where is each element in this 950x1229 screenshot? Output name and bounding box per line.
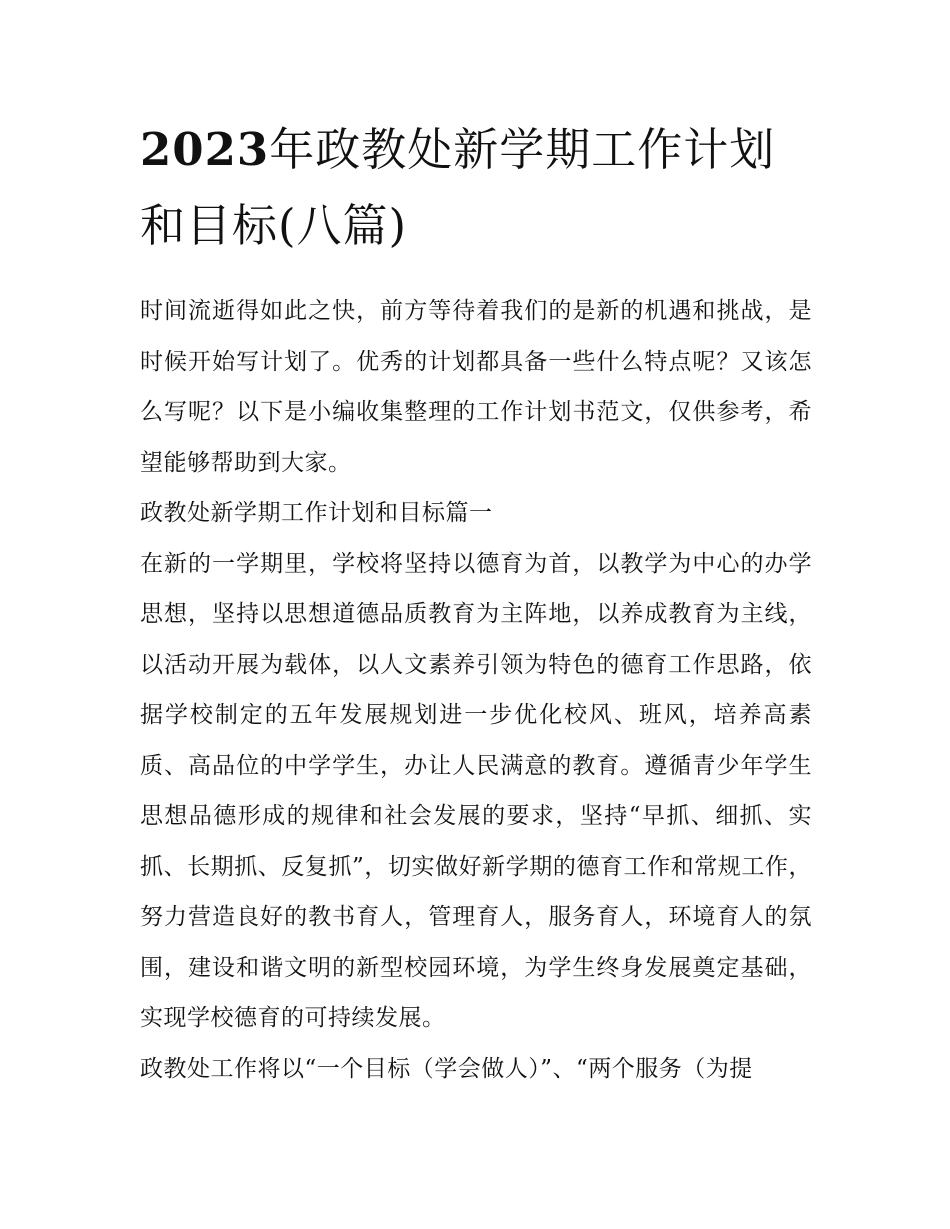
section-paragraph: 在新的一学期里，学校将坚持以德育为首，以教学为中心的办学思想，坚持以思想道德品质教育为主阵地，以养成教育为主线，以活动开展为载体，以人文素养引领为特色的德育工作思路，依据学校制定的五年发展规划进一步优化校风、班风，培养高素质、高品位的中学学生，办让人民满意的教育。遵循青少年学生思想品德形成的规律和社会发展的要求，坚持“早抓、细抓、实抓、长期抓、反复抓”，切实做好新学期的德育工作和常规工作，努力营造良好的教书育人，管理育人，服务育人，环境育人的氛围，建设和谐文明的新型校园环境，为学生终身发展奠定基础，实现学校德育的可持续发展。 xyxy=(140,550,812,1031)
document-title xyxy=(140,112,812,264)
title-year: 2023 xyxy=(140,123,270,176)
title-text: 年政教处新学期工作计划和目标(八篇) xyxy=(140,123,776,252)
intro-paragraph: 时间流逝得如此之快，前方等待着我们的是新的机遇和挑战，是时候开始写计划了。优秀的计划都具备一些什么特点呢？又该怎么写呢？以下是小编收集整理的工作计划书范文，仅供参考，希望能够帮助到大家。 xyxy=(140,298,812,476)
section-paragraph-continued: 政教处工作将以“一个目标（学会做人）”、“两个服务（为提 xyxy=(140,1055,753,1082)
section-heading: 政教处新学期工作计划和目标篇一 xyxy=(140,500,493,526)
document-body xyxy=(140,112,812,1094)
